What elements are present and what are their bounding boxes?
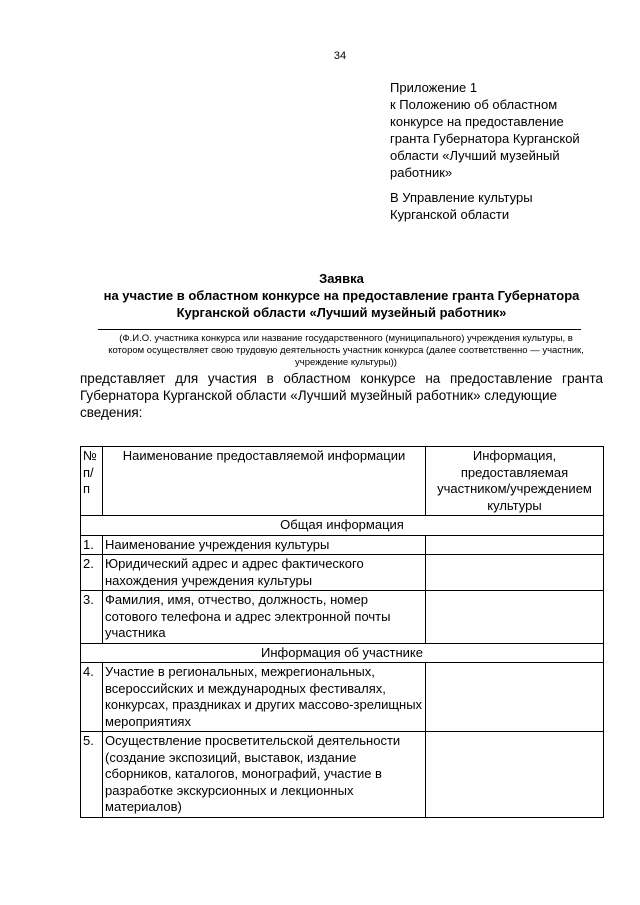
title-line: Курганской области «Лучший музейный работник» bbox=[176, 305, 507, 320]
addressee-block bbox=[390, 189, 620, 223]
appendix-block bbox=[390, 79, 620, 181]
section-row bbox=[81, 516, 604, 536]
row-name: Осуществление просветительской деятельности (создание экспозиций, выставок, издание сборников, каталогов, монографий, участие в разработке экскурсионных и лекционных материалов) bbox=[103, 732, 426, 818]
row-name: Участие в региональных, межрегиональных, всероссийских и международных фестивалях, конкурсах, праздниках и других массово-зрелищных мероприятиях bbox=[103, 663, 426, 732]
table-row bbox=[81, 555, 604, 591]
appendix-line: области «Лучший музейный bbox=[390, 148, 560, 163]
row-num: 2. bbox=[81, 555, 103, 591]
table-row bbox=[81, 732, 604, 818]
row-info-cell[interactable] bbox=[426, 535, 604, 555]
intro-text-end: сведения: bbox=[80, 405, 143, 420]
row-info-cell[interactable] bbox=[426, 663, 604, 732]
addressee-line: Курганской области bbox=[390, 207, 510, 222]
addressee-line: В Управление культуры bbox=[390, 190, 533, 205]
appendix-line: конкурсе на предоставление bbox=[390, 114, 564, 129]
appendix-line: работник» bbox=[390, 165, 453, 180]
title-line: Заявка bbox=[319, 271, 364, 286]
header-num: № п/п bbox=[81, 447, 103, 516]
document-title bbox=[80, 270, 603, 321]
header-name: Наименование предоставляемой информации bbox=[103, 447, 426, 516]
appendix-line: гранта Губернатора Курганской bbox=[390, 131, 580, 146]
intro-text: представляет для участия в областном конкурсе на предоставление гранта Губернатора Курганской области «Лучший музейный работник» следующие bbox=[80, 371, 603, 403]
fill-in-line[interactable] bbox=[98, 329, 581, 330]
row-info-cell[interactable] bbox=[426, 555, 604, 591]
application-table bbox=[80, 446, 604, 818]
section-row bbox=[81, 643, 604, 663]
row-info-cell[interactable] bbox=[426, 591, 604, 644]
fill-in-caption: (Ф.И.О. участника конкурса или название государственного (муниципального) учреждения культуры, в котором осуществляет свою трудовую деятельность участник конкурса (далее соответственно — участник, учреждение культуры)) bbox=[108, 333, 584, 368]
table-row bbox=[81, 663, 604, 732]
appendix-line: Приложение 1 bbox=[390, 80, 478, 95]
page-number: 34 bbox=[333, 50, 347, 62]
section-title: Общая информация bbox=[81, 516, 604, 536]
appendix-line: к Положению об областном bbox=[390, 97, 558, 112]
row-num: 1. bbox=[81, 535, 103, 555]
header-info: Информация, предоставляемая участником/учреждением культуры bbox=[426, 447, 604, 516]
row-num: 3. bbox=[81, 591, 103, 644]
table-row bbox=[81, 535, 604, 555]
row-num: 5. bbox=[81, 732, 103, 818]
row-info-cell[interactable] bbox=[426, 732, 604, 818]
table-header-row bbox=[81, 447, 604, 516]
title-line: на участие в областном конкурсе на предоставление гранта Губернатора bbox=[103, 288, 580, 303]
table-row bbox=[81, 591, 604, 644]
row-num: 4. bbox=[81, 663, 103, 732]
row-name: Наименование учреждения культуры bbox=[103, 535, 426, 555]
section-title: Информация об участнике bbox=[81, 643, 604, 663]
row-name: Фамилия, имя, отчество, должность, номер сотового телефона и адрес электронной почты участника bbox=[103, 591, 426, 644]
row-name: Юридический адрес и адрес фактического нахождения учреждения культуры bbox=[103, 555, 426, 591]
